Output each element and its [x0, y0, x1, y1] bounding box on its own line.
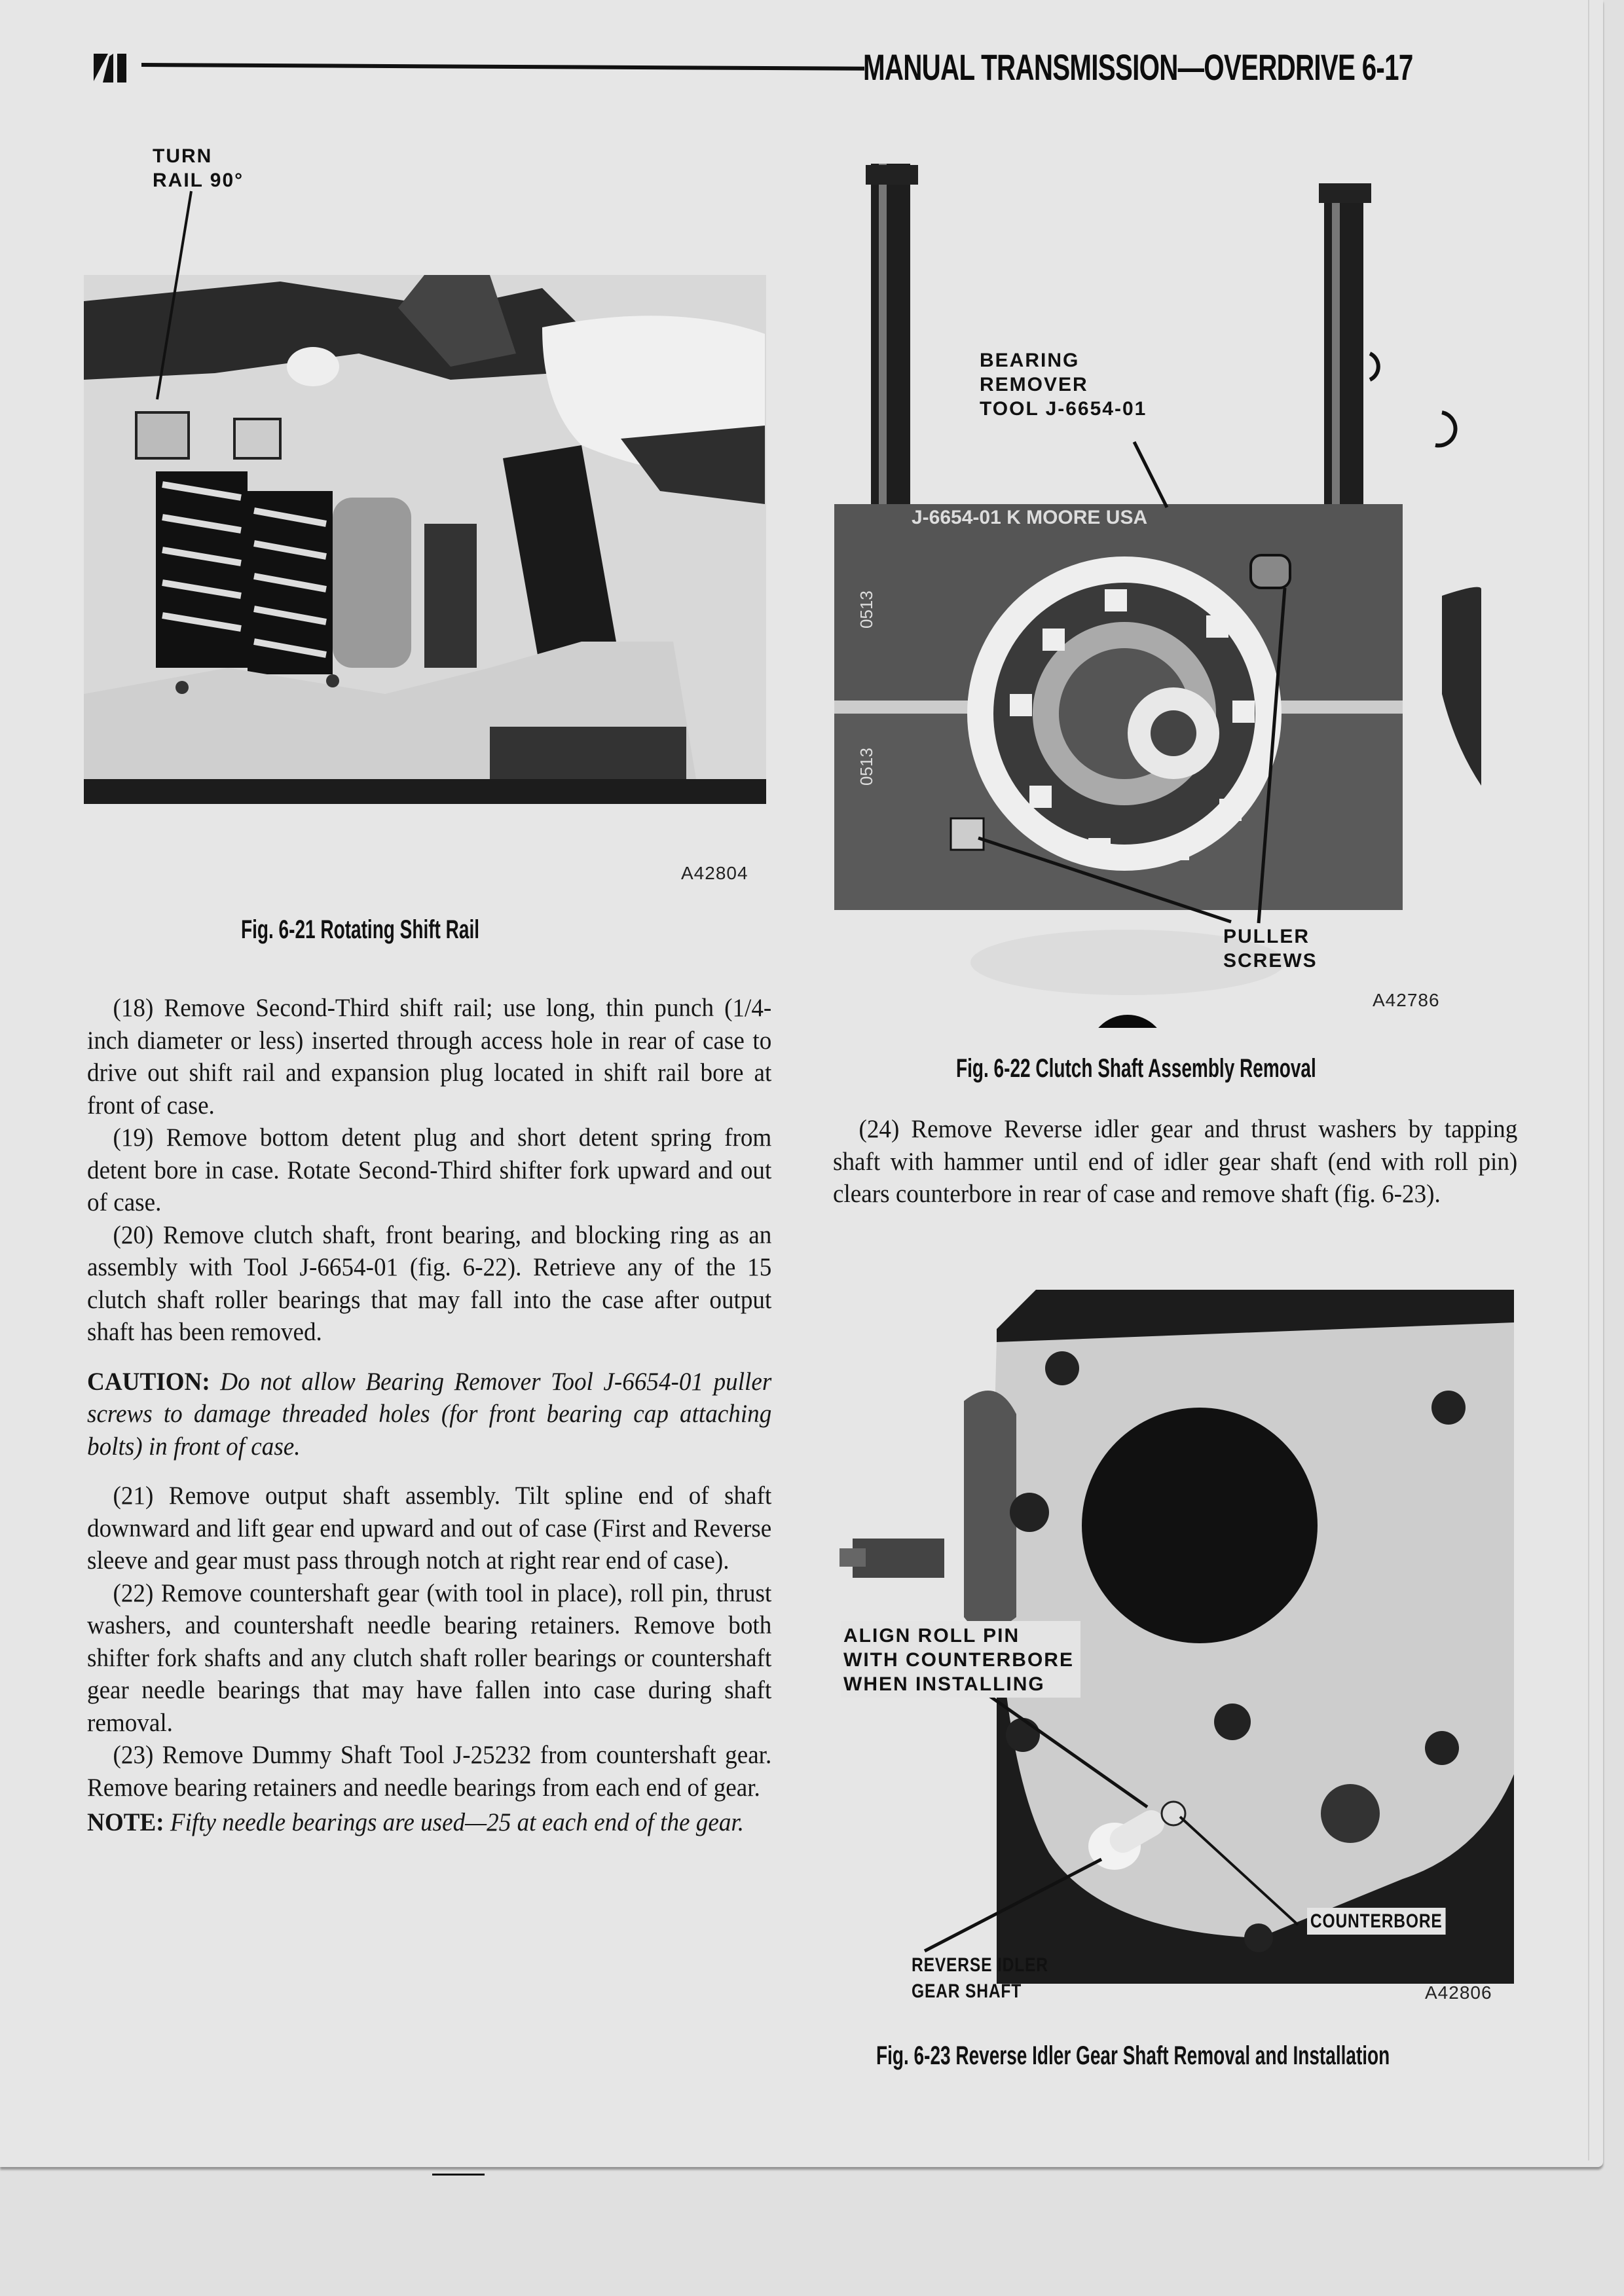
step-20: (20) Remove clutch shaft, front bearing, and blocking ring as an assembly with Tool J-6654-01 (fig. 6-22). Retrieve any of the 15 clutch shaft roller bearings that may fall into the case after output shaft has been removed. — [87, 1220, 772, 1346]
figure-6-23-id: A42806 — [1425, 1982, 1492, 2003]
callout-turn-rail: TURN RAIL 90° — [153, 145, 244, 191]
step-23: (23) Remove Dummy Shaft Tool J-25232 from countershaft gear. Remove bearing retainers and needle bearings from each end of gear. — [87, 1740, 772, 1802]
figure-6-21-caption: Fig. 6-21 Rotating Shift Rail — [241, 915, 480, 944]
figure-6-23-caption: Fig. 6-23 Reverse Idler Gear Shaft Removal and Installation — [876, 2041, 1390, 2070]
figure-6-22-caption: Fig. 6-22 Clutch Shaft Assembly Removal — [956, 1054, 1316, 1083]
figure-6-21-id: A42804 — [681, 863, 748, 883]
note-notice — [87, 1806, 771, 1839]
right-column-text — [833, 1113, 1517, 1211]
callout-reverse-idler-gear-shaft: REVERSE IDLER GEAR SHAFT — [912, 1954, 1048, 2002]
callout-bearing-remover-tool: BEARING REMOVER TOOL J-6654-01 — [980, 350, 1147, 420]
turn-rail-leader-line — [144, 190, 196, 406]
header-rule — [141, 63, 864, 71]
note-label: NOTE: — [87, 1808, 164, 1836]
caution-text: Do not allow Bearing Remover Tool J-6654-01 puller screws to damage threaded holes (for front bearing cap attaching bolts) in front of case. — [87, 1366, 772, 1461]
callout-align-roll-pin: ALIGN ROLL PIN WITH COUNTERBORE WHEN INSTALLING — [841, 1621, 1080, 1698]
left-column-text — [87, 992, 771, 1839]
caution-notice — [87, 1366, 771, 1463]
scan-artifact-mark — [432, 2174, 485, 2176]
figure-6-22-id: A42786 — [1373, 990, 1440, 1010]
callout-counterbore: COUNTERBORE — [1307, 1908, 1446, 1935]
figure-6-22-photo — [826, 157, 1481, 1028]
page-title: MANUAL TRANSMISSION—OVERDRIVE 6-17 — [863, 46, 1413, 88]
step-21: (21) Remove output shaft assembly. Tilt spline end of shaft downward and lift gear end upward and out of case (First and Reverse sleeve and gear must pass through notch at right rear end of case). — [87, 1481, 772, 1575]
bearing-remover-photo-illustration — [826, 157, 1481, 1028]
brand-mark-icon — [94, 54, 134, 82]
step-24: (24) Remove Reverse idler gear and thrust washers by tapping shaft with hammer until end of idler gear shaft (end with roll pin) clears counterbore in rear of case and remove shaft (fig. 6-23). — [833, 1114, 1518, 1208]
svg-text:0513: 0513 — [857, 748, 876, 786]
step-19: (19) Remove bottom detent plug and short detent spring from detent bore in case. Rotate Second-Third shifter fork upward and out of case. — [87, 1123, 772, 1216]
callout-puller-screws: PULLER SCREWS — [1223, 926, 1318, 972]
svg-text:0513: 0513 — [857, 591, 876, 629]
caution-label: CAUTION: — [87, 1366, 210, 1396]
step-22: (22) Remove countershaft gear (with tool in place), roll pin, thrust washers, and countershaft needle bearing retainers. Remove both shifter fork shafts and any clutch shaft roller bearings or countershaft gear needle bearings that may have fallen into case during shaft removal. — [87, 1578, 772, 1737]
note-text: Fifty needle bearings are used—25 at each end of the gear. — [170, 1808, 745, 1836]
tool-stamp-text: J-6654-01 K MOORE USA — [912, 507, 1148, 528]
step-18: (18) Remove Second-Third shift rail; use long, thin punch (1/4-inch diameter or less) inserted through access hole in rear of case to drive out shift rail and expansion plug located in shift rail bore at front of case. — [87, 993, 772, 1120]
